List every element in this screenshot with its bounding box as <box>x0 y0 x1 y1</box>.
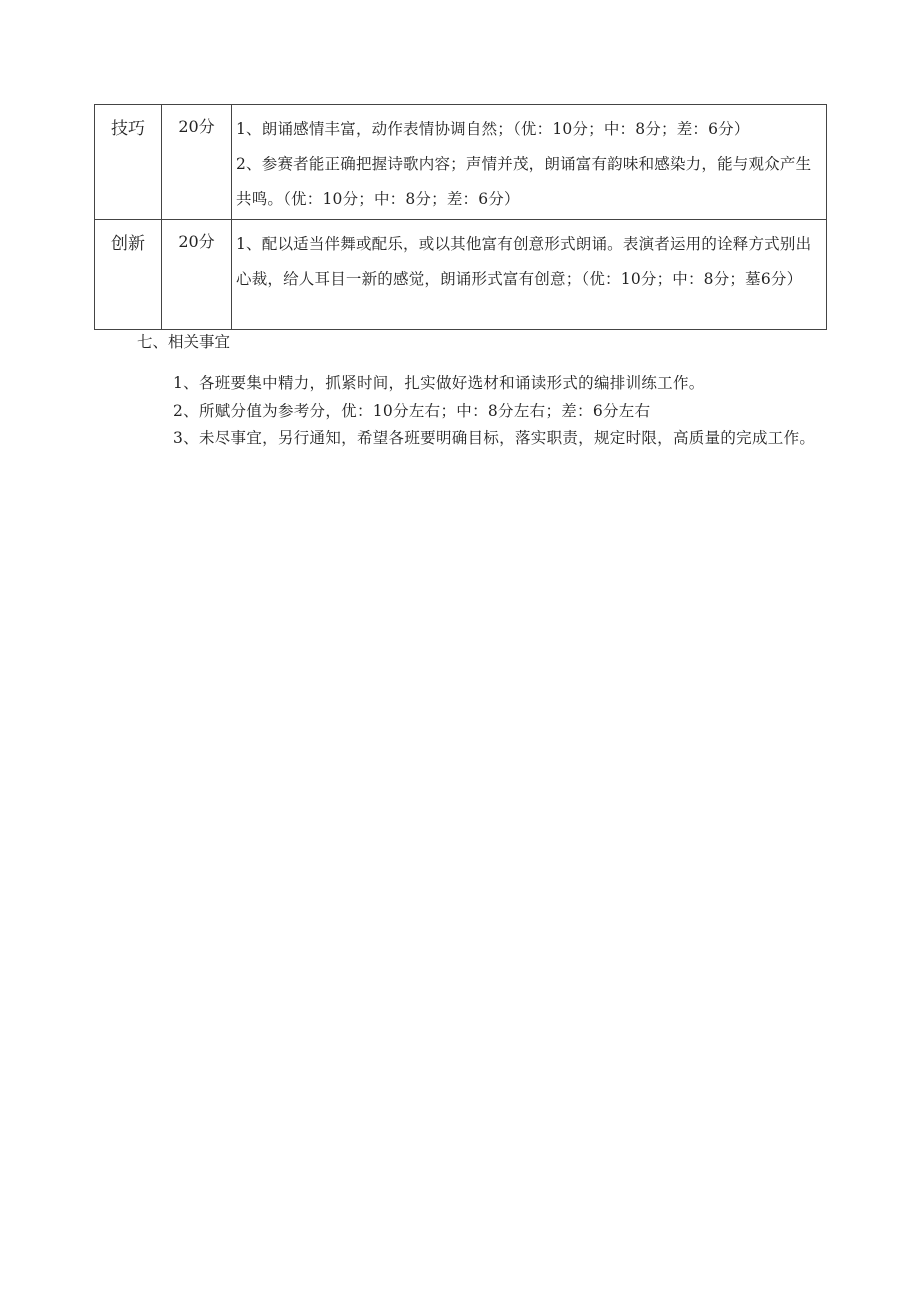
table-row-skill <box>95 105 827 220</box>
criterion-score: 20分 <box>162 105 232 220</box>
section-item: 2、所赋分值为参考分，优：10分左右；中：8分左右；差：6分左右 <box>173 402 651 420</box>
table-row-innovation <box>95 220 827 330</box>
criterion-score: 20分 <box>162 220 232 330</box>
description-line: 1、朗诵感情丰富，动作表情协调自然；（优：10分；中：8分；差：6分） <box>236 120 750 138</box>
criterion-description <box>232 220 827 330</box>
section-item: 3、未尽事宜，另行通知，希望各班要明确目标，落实职责，规定时限，高质量的完成工作。 <box>173 429 816 447</box>
section-item: 1、各班要集中精力，抓紧时间，扎实做好选材和诵读形式的编排训练工作。 <box>173 374 705 392</box>
section-heading: 七、相关事宜 <box>137 333 231 351</box>
criterion-description <box>232 105 827 220</box>
scoring-table <box>94 104 827 330</box>
description-line: 2、参赛者能正确把握诗歌内容；声情并茂，朗诵富有韵味和感染力，能与观众产生共鸣。（优：10分；中：8分；差：6分） <box>236 155 812 208</box>
description-line: 1、配以适当伴舞或配乐，或以其他富有创意形式朗诵。表演者运用的诠释方式别出心裁，给人耳目一新的感觉，朗诵形式富有创意；（优：10分；中：8分；墓6分） <box>236 235 812 288</box>
criterion-name: 创新 <box>95 220 162 330</box>
criterion-name: 技巧 <box>95 105 162 220</box>
